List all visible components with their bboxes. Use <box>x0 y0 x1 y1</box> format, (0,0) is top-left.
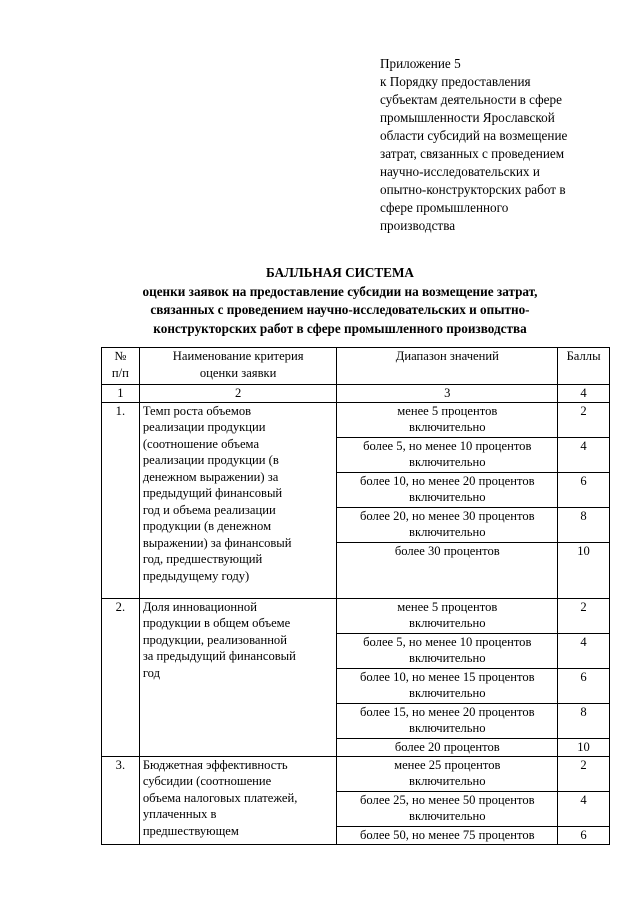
points-cell: 2 <box>558 598 610 633</box>
table-row <box>102 598 610 633</box>
table-row <box>102 402 610 437</box>
points-cell: 8 <box>558 703 610 738</box>
range-cell: более 25, но менее 50 процентов включительно <box>337 791 558 826</box>
header-points: Баллы <box>558 348 610 385</box>
row-number: 3. <box>102 756 140 844</box>
range-cell: менее 5 процентов включительно <box>337 598 558 633</box>
points-cell: 6 <box>558 472 610 507</box>
index-cell: 4 <box>558 385 610 403</box>
range-cell: более 20 процентов <box>337 738 558 756</box>
title-line: конструкторских работ в сфере промышленного производства <box>153 320 527 336</box>
criterion-cell: Бюджетная эффективность субсидии (соотношение объема налоговых платежей, уплаченных в предшествующем <box>139 756 337 844</box>
points-cell: 4 <box>558 437 610 472</box>
appendix-line: затрат, связанных с проведением <box>380 146 565 161</box>
points-cell: 6 <box>558 826 610 844</box>
index-cell: 2 <box>139 385 337 403</box>
appendix-line: производства <box>380 218 456 233</box>
points-cell: 6 <box>558 668 610 703</box>
range-cell: более 5, но менее 10 процентов включительно <box>337 437 558 472</box>
points-cell: 8 <box>558 507 610 542</box>
header-num: № п/п <box>102 348 140 385</box>
row-number: 1. <box>102 402 140 598</box>
range-cell: менее 25 процентов включительно <box>337 756 558 791</box>
range-cell: более 30 процентов <box>337 542 558 598</box>
points-cell: 2 <box>558 756 610 791</box>
range-cell: более 15, но менее 20 процентов включительно <box>337 703 558 738</box>
appendix-caption <box>380 55 610 235</box>
header-criterion: Наименование критерия оценки заявки <box>139 348 337 385</box>
appendix-line: научно-исследовательских и <box>380 164 540 179</box>
criterion-cell: Доля инновационной продукции в общем объеме продукции, реализованной за предыдущий финансовый год <box>139 598 337 756</box>
range-cell: менее 5 процентов включительно <box>337 402 558 437</box>
range-cell: более 10, но менее 20 процентов включительно <box>337 472 558 507</box>
appendix-line: к Порядку предоставления <box>380 74 531 89</box>
document-title <box>90 264 590 338</box>
points-cell: 10 <box>558 738 610 756</box>
title-line: оценки заявок на предоставление субсидии на возмещение затрат, <box>142 283 538 299</box>
appendix-line: промышленности Ярославской <box>380 110 555 125</box>
points-cell: 10 <box>558 542 610 598</box>
range-cell: более 20, но менее 30 процентов включительно <box>337 507 558 542</box>
header-range: Диапазон значений <box>337 348 558 385</box>
appendix-line: субъектам деятельности в сфере <box>380 92 562 107</box>
appendix-line: опытно-конструкторских работ в <box>380 182 566 197</box>
appendix-line: Приложение 5 <box>380 56 461 71</box>
table-row <box>102 756 610 791</box>
title-heading: БАЛЛЬНАЯ СИСТЕМА <box>266 265 414 280</box>
range-cell: более 10, но менее 15 процентов включительно <box>337 668 558 703</box>
index-cell: 1 <box>102 385 140 403</box>
row-number: 2. <box>102 598 140 756</box>
points-cell: 4 <box>558 791 610 826</box>
range-cell: более 5, но менее 10 процентов включительно <box>337 633 558 668</box>
criterion-cell: Темп роста объемов реализации продукции (соотношение объема реализации продукции (в денежном выражении) за предыдущий финансовый год и объема реализации продукции (в денежном выражении) за финансовый год, предшествующий предыдущему году) <box>139 402 337 598</box>
title-line: связанных с проведением научно-исследовательских и опытно- <box>150 302 530 317</box>
table-index-row <box>102 385 610 403</box>
scoring-table <box>101 347 610 845</box>
index-cell: 3 <box>337 385 558 403</box>
points-cell: 2 <box>558 402 610 437</box>
appendix-line: сфере промышленного <box>380 200 509 215</box>
appendix-line: области субсидий на возмещение <box>380 128 568 143</box>
table-header-row <box>102 348 610 385</box>
points-cell: 4 <box>558 633 610 668</box>
range-cell: более 50, но менее 75 процентов <box>337 826 558 844</box>
